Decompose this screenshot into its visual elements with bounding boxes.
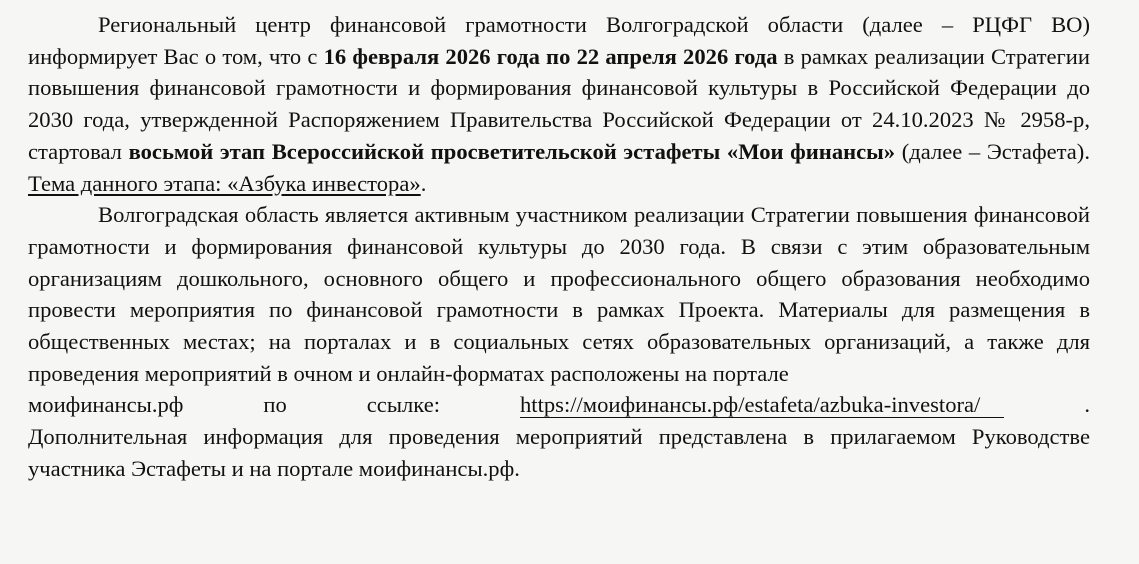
paragraph-1-text-2: в рамках реализации Стратегии повышения финансовой грамотности и формирования финансовой культуры в Российской Федерации до 2030 года, утвержденной Распоряжением Правительства Российской Федерации от 24.10.2023 № 2958-р, стартовал xyxy=(28,43,1090,164)
url-underline xyxy=(520,393,1004,418)
paragraph-2-text-1: Волгоградская область является активным участником реализации Стратегии повышения финансовой грамотности и формирования финансовой культуры до 2030 года. В связи с этим образовательным организациям дошкольного, основного общего и профессионального общего образования необходимо провести мероприятия по финансовой грамотности в рамках Проекта. Материалы для размещения в общественных местах; на порталах и в социальных сетях образовательных организаций, а также для проведения мероприятий в очном и онлайн-форматах расположены на портале xyxy=(28,202,1090,386)
link-word: ссылке: xyxy=(366,392,441,418)
estafeta-url-link[interactable]: https://моифинансы.рф/estafeta/azbuka-investora/ xyxy=(520,392,981,418)
date-range-bold: 16 февраля 2026 года по 22 апреля 2026 года xyxy=(323,43,778,69)
stage-theme-underlined: Тема данного этапа: «Азбука инвестора» xyxy=(28,170,421,196)
stage-title-bold: восьмой этап Всероссийской просветительской эстафеты «Мои финансы» xyxy=(128,138,896,164)
paragraph-1-end: . xyxy=(420,170,427,196)
paragraph-1-text-3: (далее – Эстафета). xyxy=(895,138,1090,164)
link-line xyxy=(28,389,1090,421)
paragraph-2-text-2: Дополнительная информация для проведения мероприятий представлена в прилагаемом Руководстве участника Эстафеты и на портале моифинансы.рф. xyxy=(28,424,1090,481)
paragraph-1-text-1: Региональный центр финансовой грамотности Волгоградской области (далее – РЦФГ ВО) информирует Вас о том, что с xyxy=(28,12,1090,69)
paragraph-2 xyxy=(28,199,1090,389)
paragraph-2-end xyxy=(28,421,1090,484)
document-body xyxy=(28,9,1090,485)
po-word: по xyxy=(263,392,287,418)
portal-word: моифинансы.рф xyxy=(28,392,184,418)
link-line-dot: . xyxy=(1084,392,1090,418)
paragraph-1 xyxy=(28,9,1090,199)
